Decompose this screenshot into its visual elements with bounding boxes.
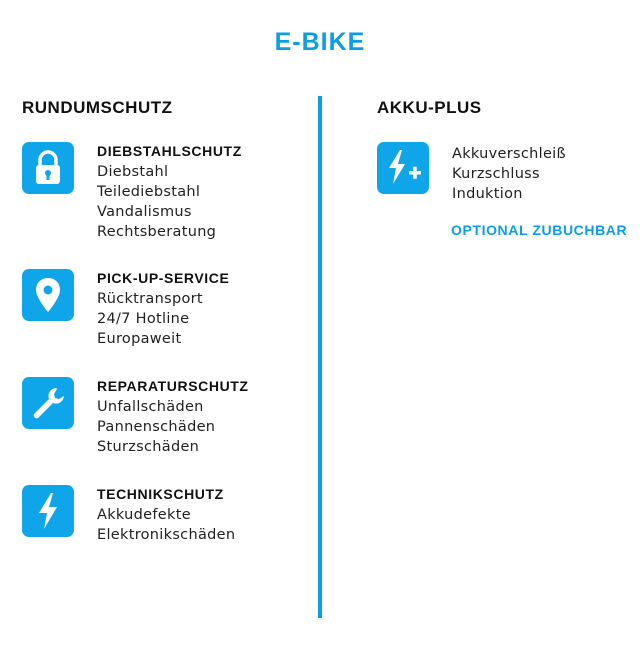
optional-label: OPTIONAL ZUBUCHBAR [451, 222, 628, 238]
feature-line: Europaweit [97, 331, 182, 347]
feature-line: Rechtsberatung [97, 224, 217, 240]
feature-line: Akkudefekte [97, 507, 191, 523]
feature-line: Teilediebstahl [97, 184, 201, 200]
feature-title: PICK-UP-SERVICE [97, 270, 230, 286]
lightning-plus-icon [377, 142, 429, 194]
feature-line: Diebstahl [97, 164, 169, 180]
wrench-icon [22, 377, 74, 429]
feature-line: Elektronikschäden [97, 527, 236, 543]
lightning-icon [22, 485, 74, 537]
feature-line: Unfallschäden [97, 399, 204, 415]
feature-line: Akkuverschleiß [452, 146, 566, 162]
feature-line: Sturzschäden [97, 439, 200, 455]
feature-line: Induktion [452, 186, 523, 202]
feature-line: Rücktransport [97, 291, 203, 307]
feature-line: Vandalismus [97, 204, 192, 220]
feature-title: REPARATURSCHUTZ [97, 378, 249, 394]
feature-line: Kurzschluss [452, 166, 540, 182]
feature-title: TECHNIKSCHUTZ [97, 486, 224, 502]
page-title: E-BIKE [274, 28, 366, 56]
feature-line: 24/7 Hotline [97, 311, 190, 327]
lock-icon [22, 142, 74, 194]
feature-title: DIEBSTAHLSCHUTZ [97, 143, 242, 159]
akku-plus-heading: AKKU-PLUS [377, 98, 482, 117]
rundumschutz-heading: RUNDUMSCHUTZ [22, 98, 173, 117]
feature-line: Pannenschäden [97, 419, 216, 435]
location-pin-icon [22, 269, 74, 321]
